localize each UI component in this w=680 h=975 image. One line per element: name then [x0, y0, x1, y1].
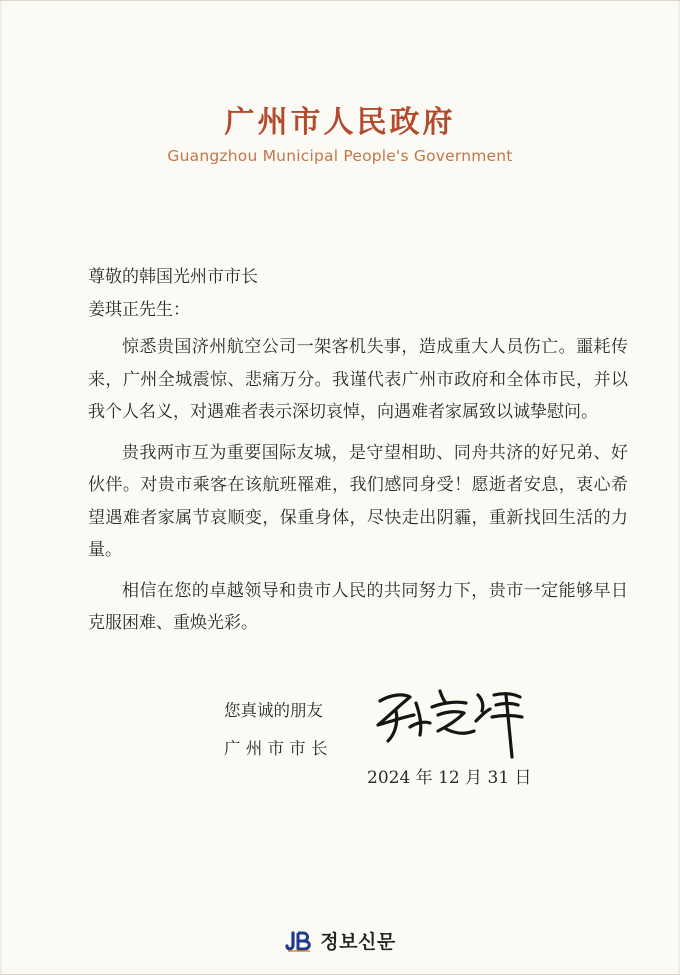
news-logo-icon: [284, 930, 314, 952]
letterhead-title-cn: 广州市人民政府: [224, 105, 456, 140]
handwritten-signature: [370, 681, 530, 761]
closing-title-line: 广 州 市 市 长: [224, 739, 328, 758]
letter-date: 2024 年 12 月 31 日: [367, 768, 532, 788]
letter-paragraph-condolence: 惊悉贵国济州航空公司一架客机失事，造成重大人员伤亡。噩耗传来，广州全城震惊、悲痛万分。我谨代表广州市政府和全体市民，并以我个人名义，对遇难者表示深切哀悼，向遇难者家属致以诚挚慰问。: [88, 337, 628, 422]
letter-paragraph-encouragement: 相信在您的卓越领导和贵市人民的共同努力下，贵市一定能够早日克服困难、重焕光彩。: [88, 580, 628, 633]
letterhead-title-en: Guangzhou Municipal People's Government: [167, 147, 513, 165]
letter-paragraph-friendship: 贵我两市互为重要国际友城，是守望相助、同舟共济的好兄弟、好伙伴。对贵市乘客在该航班罹难，我们感同身受！愿逝者安息，衷心希望遇难者家属节哀顺变，保重身体，尽快走出阴霾，重新找回生活的力量。: [88, 442, 628, 560]
closing-block: [224, 692, 327, 768]
salutation-recipient-title: 尊敬的韩国光州市市长: [88, 267, 258, 287]
letterhead: [0, 105, 680, 165]
watermark: [0, 927, 680, 954]
closing-friend-line: 您真诚的朋友: [224, 701, 323, 720]
salutation-recipient-name: 姜琪正先生：: [88, 299, 190, 320]
watermark-name: 정보신문: [320, 931, 396, 953]
letter-body: [88, 261, 628, 640]
salutation: [88, 261, 628, 326]
